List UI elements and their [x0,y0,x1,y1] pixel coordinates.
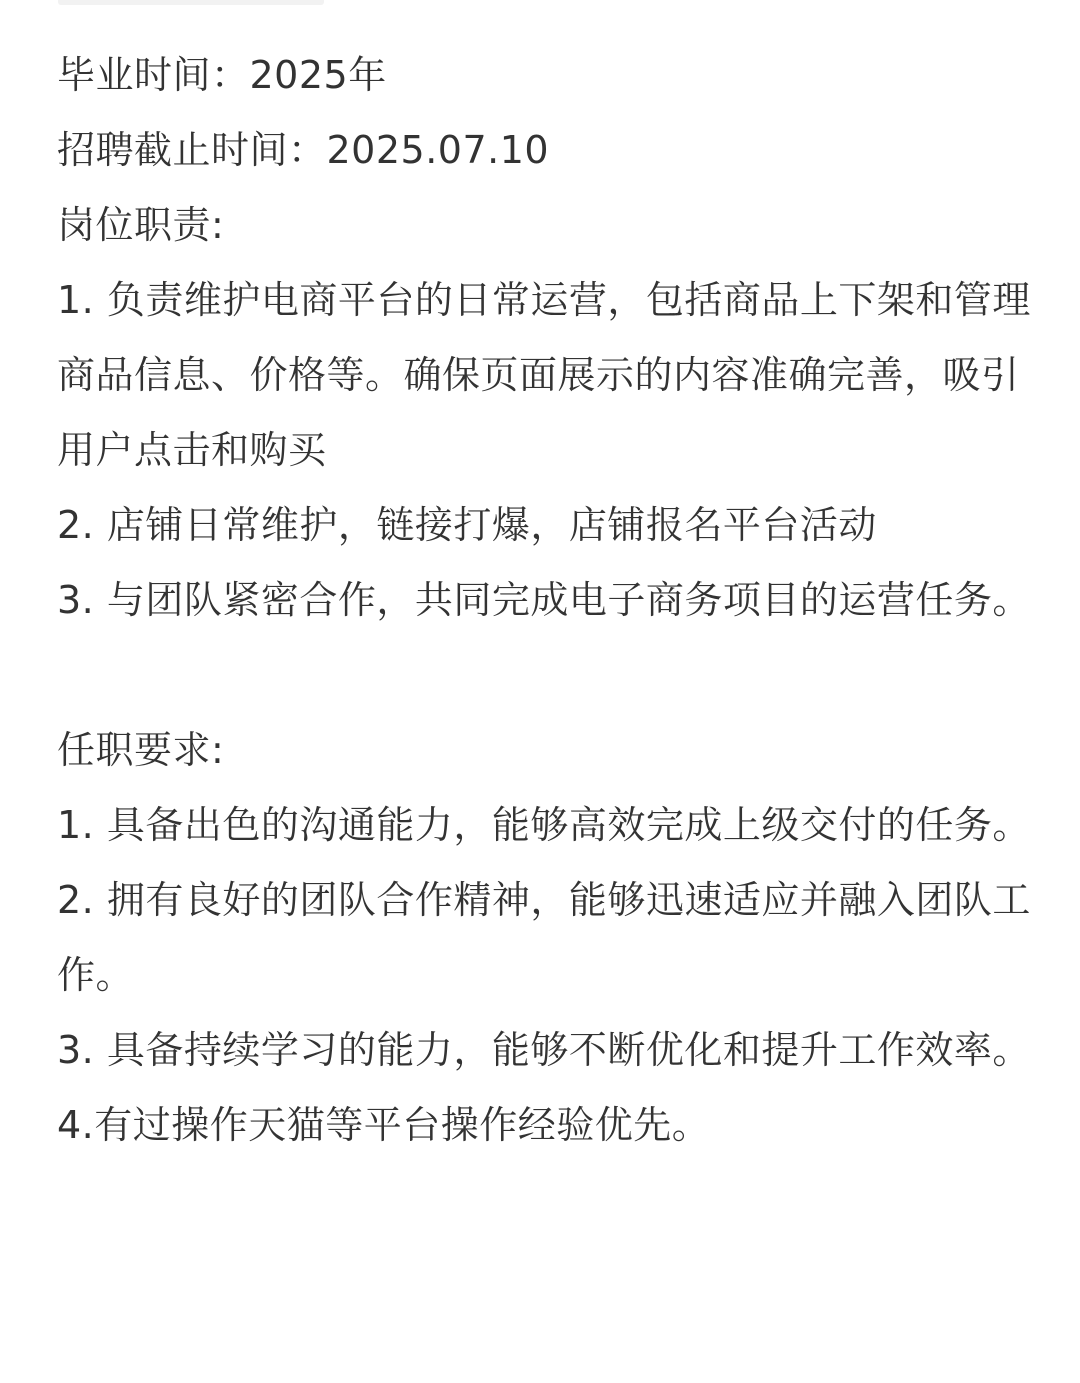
duty-item-1: 1. 负责维护电商平台的日常运营，包括商品上下架和管理商品信息、价格等。确保页面展示的内容准确完善，吸引用户点击和购买 [57,278,1031,472]
duties-heading: 岗位职责: [57,203,225,247]
top-divider-strip [58,0,324,5]
requirement-item-4: 4.有过操作天猫等平台操作经验优先。 [57,1103,711,1147]
application-deadline: 招聘截止时间：2025.07.10 [57,128,550,172]
requirements-heading: 任职要求: [57,728,225,772]
requirement-item-1: 1. 具备出色的沟通能力，能够高效完成上级交付的任务。 [57,803,1031,847]
requirement-item-3: 3. 具备持续学习的能力，能够不断优化和提升工作效率。 [57,1028,1031,1072]
job-post-body [57,38,1032,1163]
requirement-item-2: 2. 拥有良好的团队合作精神，能够迅速适应并融入团队工作。 [57,878,1031,997]
section-spacer [57,638,1032,713]
duty-item-2: 2. 店铺日常维护，链接打爆，店铺报名平台活动 [57,503,877,547]
graduation-time: 毕业时间：2025年 [57,53,387,97]
duty-item-3: 3. 与团队紧密合作，共同完成电子商务项目的运营任务。 [57,578,1031,622]
